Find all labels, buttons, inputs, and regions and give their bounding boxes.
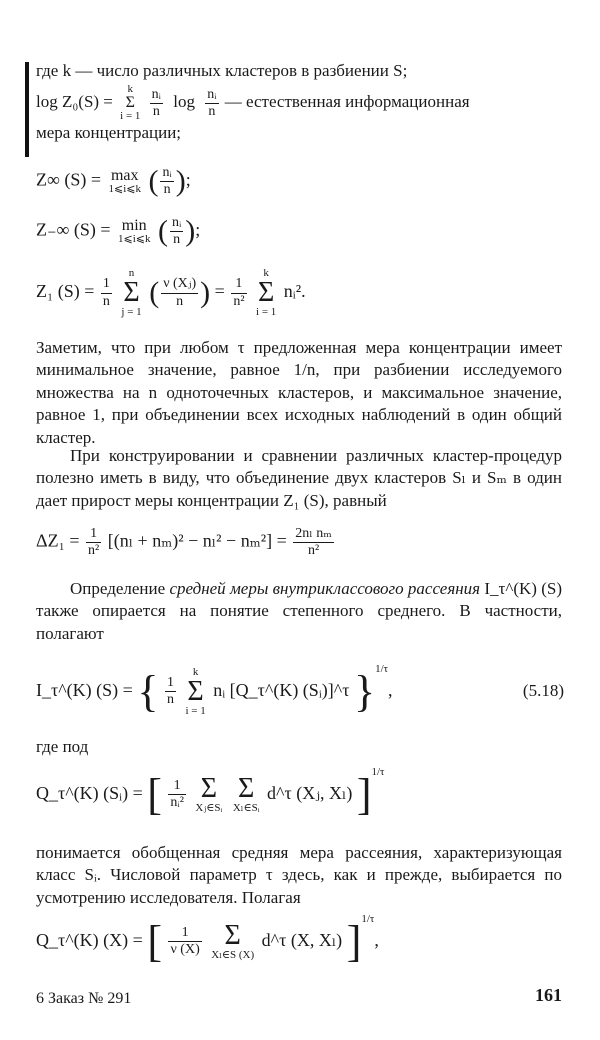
paragraph-1: Заметим, что при любом τ предложенная мера концентрации имеет минимальное значение, равное 1/n, при разбиении исследуемого множества на n одноточечных кластеров, и максимальное значение, равное 1, при объединении всех исходных наблюдений в один общий кластер. bbox=[36, 338, 562, 447]
logz-rest: — естественная информационная bbox=[224, 92, 470, 112]
equation-number: (5.18) bbox=[522, 681, 564, 700]
paragraph-2: При конструировании и сравнении различных кластер-процедур полезно иметь в виду, что объединение двух кластеров Sₗ и Sₘ в один дает прирост меры концентрации Z₁ (S), равный bbox=[36, 446, 562, 510]
page-number: 161 bbox=[535, 985, 562, 1005]
logz-frac-2: $\frac{\text{nᵢ}}{n}$ bbox=[207, 86, 217, 119]
formula-i-518: I_τ^(K) (S) = { $\frac{1}{n}$ k Σ i = 1 nᵢ [Q_τ^(K) (Sᵢ)]^τ }$^{1/\tau}$, bbox=[36, 663, 393, 717]
logz-lhs: log Z₀(S) = bbox=[36, 92, 113, 112]
formula-zinf: Z∞ (S) = max 1⩽i⩽k ( $\frac{\text{nᵢ}}{n}$ ); bbox=[36, 164, 191, 198]
formula-qx: Q_τ^(K) (X) = [ $\frac{1}{\nu (X)}$ Σ Xₗ∈S (X) d^τ (X, Xₗ) ]$^{1/\tau}$, bbox=[36, 913, 379, 966]
logz-frac: $\frac{\text{nᵢ}}{n}$ bbox=[151, 86, 161, 119]
logz-formula bbox=[36, 84, 562, 122]
intro-block bbox=[36, 60, 562, 145]
formula-zminf: Z₋∞ (S) = min 1⩽i⩽k ( $\frac{\text{nᵢ}}{n}$ ); bbox=[36, 214, 201, 248]
formula-z1: Z₁ (S) = $\frac{1}{n}$ n Σ j = 1 ( $\frac{\text{ν (Xⱼ)}}{n}$ ) = $\frac{1}{\text{n²}}$ k Σ i = 1 nᵢ². bbox=[36, 267, 306, 318]
logz-sum: k Σ i = 1 bbox=[120, 83, 141, 123]
margin-mark bbox=[25, 62, 29, 157]
signature-mark: 6 Заказ № 291 bbox=[36, 990, 132, 1007]
term-italic: средней меры внутриклассового рассеяния bbox=[169, 579, 481, 598]
intro-line-1: где k — число различных кластеров в разбиении S; bbox=[36, 61, 408, 80]
where-line: где под bbox=[36, 737, 89, 756]
logz-log: log bbox=[173, 92, 195, 112]
paragraph-4: понимается обобщенная средняя мера рассеяния, характеризующая класс Sᵢ. Числовой параметр τ здесь, как и прежде, выбирается по усмотрению исследователя. Полагая bbox=[36, 843, 562, 907]
paragraph-3: Определение средней меры внутриклассового рассеяния I_τ^(K) (S) также опирается на понятие степенного среднего. В частности, полагают bbox=[36, 579, 562, 643]
formula-delta-z1: ΔZ₁ = $\frac{1}{\text{n²}}$ [(nₗ + nₘ)² − nₗ² − nₘ²] = $\frac{\text{2nₗ nₘ}}{\text{n²}}$ bbox=[36, 526, 332, 559]
intro-line-3: мера концентрации; bbox=[36, 123, 182, 143]
formula-q: Q_τ^(K) (Sᵢ) = [ $\frac{1}{\text{nᵢ²}}$ Σ Xⱼ∈Sᵢ Σ Xₗ∈Sᵢ d^τ (Xⱼ, Xₗ) ]$^{1/\tau}$ bbox=[36, 766, 385, 819]
